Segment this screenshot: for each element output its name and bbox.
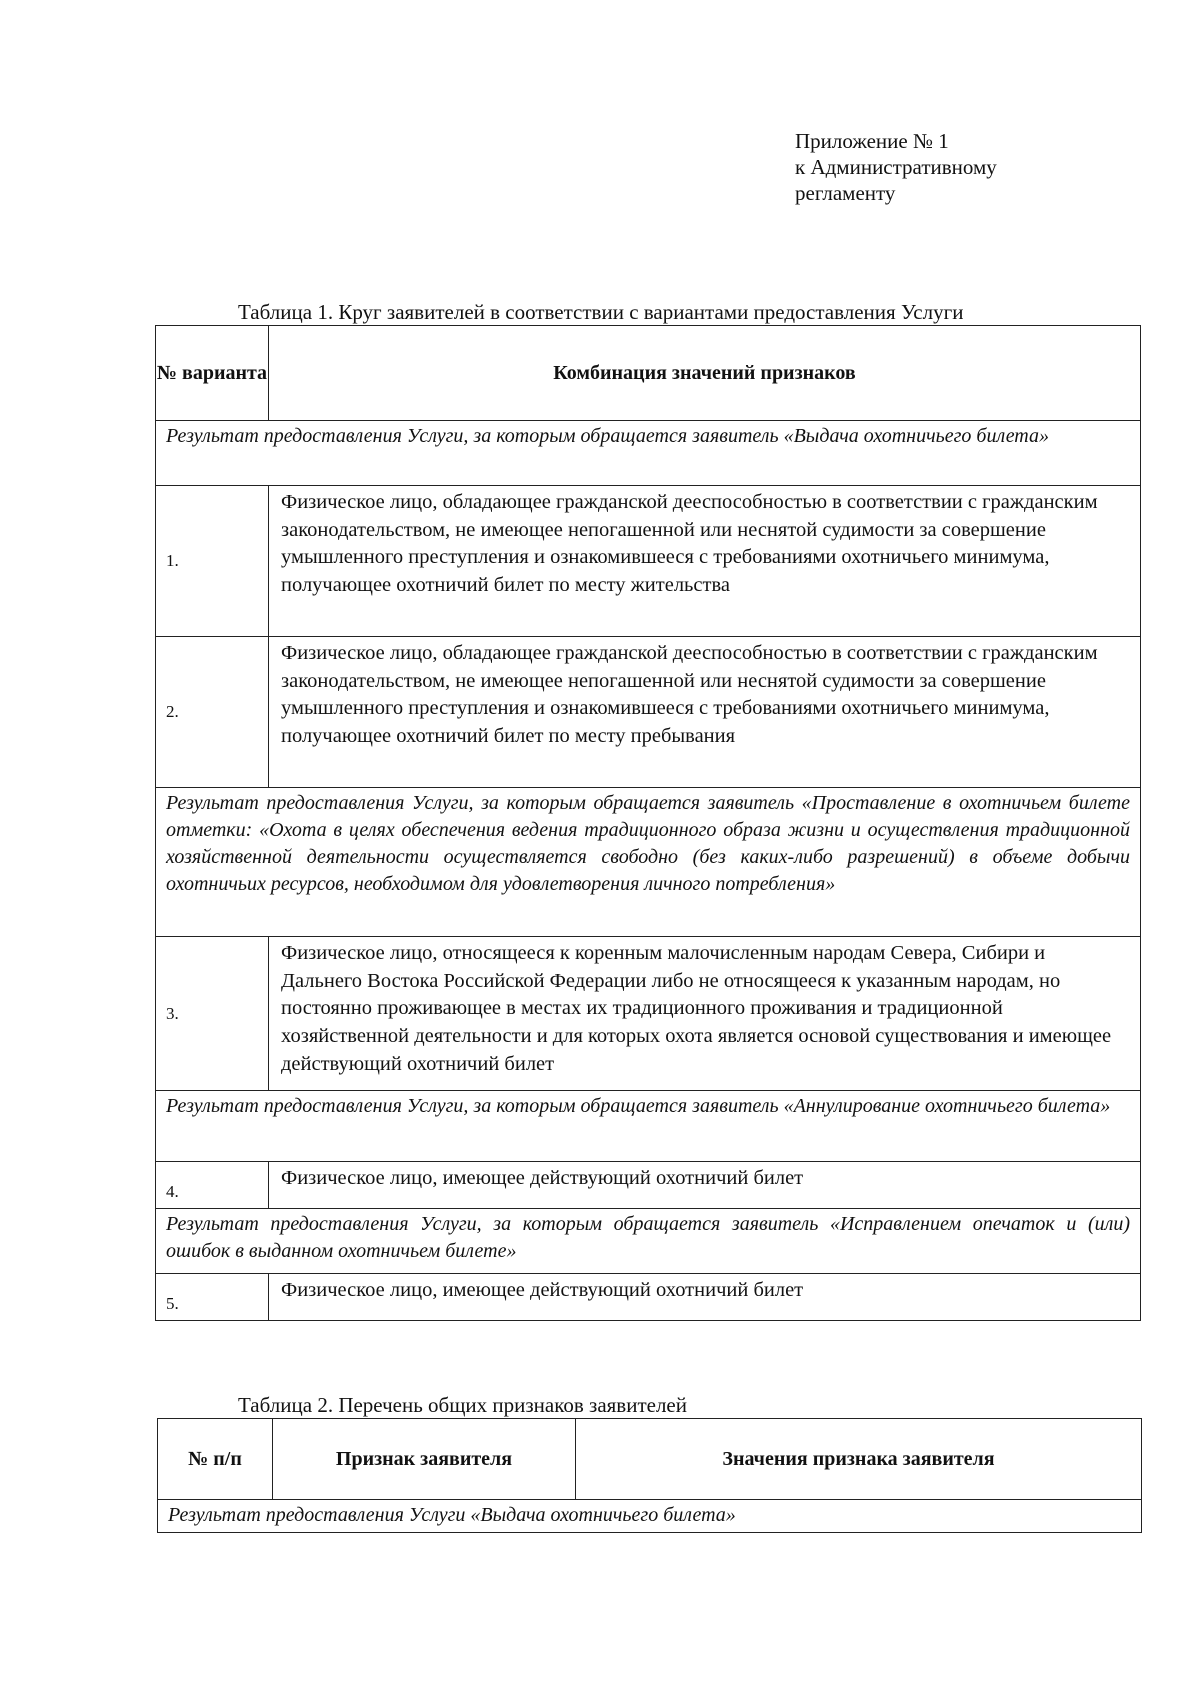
header-item-number: № п/п — [158, 1419, 273, 1500]
table2-header-row — [158, 1419, 1142, 1500]
table-row — [156, 1274, 1141, 1321]
appendix-line-2: к Административному — [795, 155, 997, 179]
table1-header-row — [156, 326, 1141, 421]
variant-number: 4. — [156, 1162, 269, 1209]
appendix-header — [795, 128, 997, 206]
result-issue-ticket: Результат предоставления Услуги «Выдача охотничьего билета» — [158, 1500, 1142, 1533]
appendix-line-1: Приложение № 1 — [795, 129, 949, 153]
table-row — [156, 1162, 1141, 1209]
result-correction: Результат предоставления Услуги, за которым обращается заявитель «Исправлением опечаток и (или) ошибок в выданном охотничьем билете» — [156, 1209, 1141, 1274]
header-variant-number: № варианта — [156, 326, 269, 421]
applicants-variants-table — [155, 325, 1141, 1321]
variant-number: 5. — [156, 1274, 269, 1321]
table-row — [156, 486, 1141, 637]
table2-caption: Таблица 2. Перечень общих признаков заявителей — [238, 1393, 687, 1417]
table1-caption: Таблица 1. Круг заявителей в соответствии с вариантами предоставления Услуги — [238, 300, 964, 324]
common-attributes-table — [157, 1418, 1142, 1533]
variant-description: Физическое лицо, обладающее гражданской дееспособностью в соответствии с гражданским законодательством, не имеющее непогашенной или неснятой судимости за совершение умышленного преступления и ознакомившееся с требованиями охотничьего минимума, получающее охотничий билет по месту жительства — [269, 486, 1141, 637]
result-row — [158, 1500, 1142, 1533]
header-attribute: Признак заявителя — [273, 1419, 576, 1500]
result-traditional-hunting-mark: Результат предоставления Услуги, за которым обращается заявитель «Проставление в охотничьем билете отметки: «Охота в целях обеспечения ведения традиционного образа жизни и осуществления традиционной хозяйственной деятельности осуществляется свободно (без каких-либо разрешений) в объеме добычи охотничьих ресурсов, необходимом для удовлетворения личного потребления» — [156, 788, 1141, 937]
variant-description: Физическое лицо, относящееся к коренным малочисленным народам Севера, Сибири и Дальнего Востока Российской Федерации либо не относящееся к указанным народам, но постоянно проживающее в местах их традиционного проживания и традиционной хозяйственной деятельности и для которых охота является основой существования и имеющее действующий охотничий билет — [269, 937, 1141, 1091]
result-row — [156, 1209, 1141, 1274]
result-row — [156, 421, 1141, 486]
result-annulment: Результат предоставления Услуги, за которым обращается заявитель «Аннулирование охотничьего билета» — [156, 1091, 1141, 1162]
appendix-line-3: регламенту — [795, 181, 896, 205]
variant-description: Физическое лицо, имеющее действующий охотничий билет — [269, 1162, 1141, 1209]
variant-number: 1. — [156, 486, 269, 637]
table-row — [156, 937, 1141, 1091]
variant-number: 2. — [156, 637, 269, 788]
variant-description: Физическое лицо, имеющее действующий охотничий билет — [269, 1274, 1141, 1321]
header-combination: Комбинация значений признаков — [269, 326, 1141, 421]
result-issue-ticket: Результат предоставления Услуги, за которым обращается заявитель «Выдача охотничьего билета» — [156, 421, 1141, 486]
variant-description: Физическое лицо, обладающее гражданской дееспособностью в соответствии с гражданским законодательством, не имеющее непогашенной или неснятой судимости за совершение умышленного преступления и ознакомившееся с требованиями охотничьего минимума, получающее охотничий билет по месту пребывания — [269, 637, 1141, 788]
header-attribute-values: Значения признака заявителя — [576, 1419, 1142, 1500]
variant-number: 3. — [156, 937, 269, 1091]
result-row — [156, 1091, 1141, 1162]
result-row — [156, 788, 1141, 937]
table-row — [156, 637, 1141, 788]
